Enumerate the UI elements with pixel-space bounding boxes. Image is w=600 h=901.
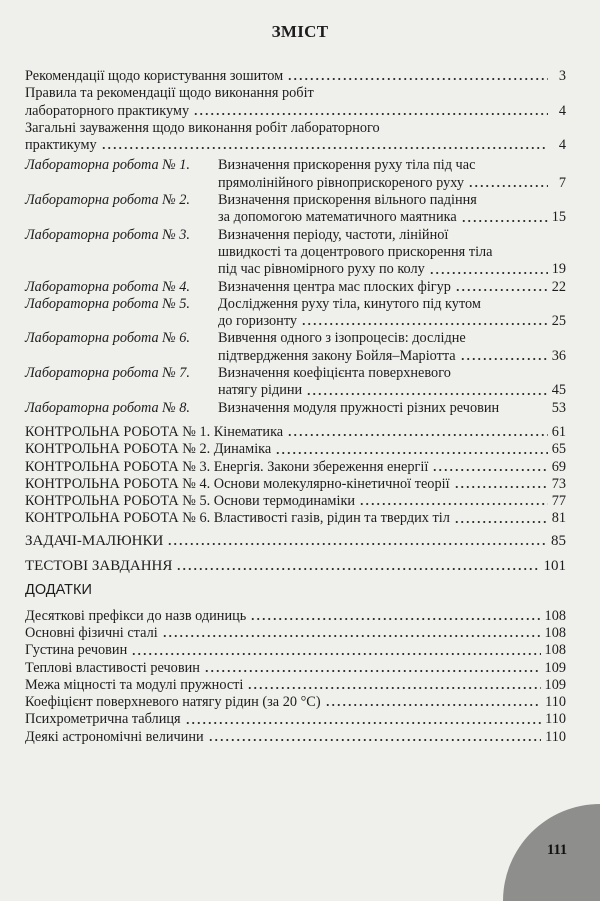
toc-entry-appendix[interactable] bbox=[25, 729, 566, 746]
toc-entry-lab-8[interactable] bbox=[25, 400, 566, 417]
dot-leader bbox=[250, 611, 540, 621]
dot-leader bbox=[432, 462, 547, 472]
dot-leader bbox=[131, 646, 540, 656]
entry-page: 110 bbox=[545, 711, 566, 728]
entry-title: ТЕСТОВІ ЗАВДАННЯ bbox=[25, 558, 173, 575]
lab-label: Лабораторна робота № 5. bbox=[25, 295, 190, 312]
lab-label: Лабораторна робота № 2. bbox=[25, 192, 190, 209]
toc-entry[interactable] bbox=[25, 68, 566, 85]
entry-title: Визначення прискорення вільного падіння bbox=[218, 192, 477, 209]
toc-entry-test-6[interactable] bbox=[25, 510, 566, 527]
toc-entry-zadachi[interactable] bbox=[25, 533, 566, 550]
entry-title: Рекомендації щодо користування зошитом bbox=[25, 68, 284, 84]
toc-entry-appendix[interactable] bbox=[25, 694, 566, 711]
page-number: 111 bbox=[547, 842, 568, 858]
toc-entry-appendix[interactable] bbox=[25, 677, 566, 694]
toc-entry-appendix[interactable] bbox=[25, 711, 566, 728]
toc-entry-testovi[interactable] bbox=[25, 558, 566, 575]
lab-label: Лабораторна робота № 3. bbox=[25, 226, 190, 243]
lab-label: Лабораторна робота № 8. bbox=[25, 399, 190, 416]
entry-title: КОНТРОЛЬНА РОБОТА № 1. Кінематика bbox=[25, 423, 284, 440]
dot-leader bbox=[325, 697, 541, 707]
entry-page: 110 bbox=[545, 694, 566, 711]
toc-entry-lab-1[interactable] bbox=[25, 157, 566, 192]
toc-entry[interactable] bbox=[25, 120, 566, 155]
entry-title: Загальні зауваження щодо виконання робіт лабораторного bbox=[25, 119, 380, 136]
entry-title: підтвердження закону Бойля–Маріотта bbox=[218, 347, 456, 364]
table-of-contents bbox=[25, 68, 566, 746]
dot-leader bbox=[461, 213, 548, 223]
entry-page: 45 bbox=[551, 382, 566, 399]
dot-leader bbox=[193, 106, 548, 116]
entry-title: до горизонту bbox=[218, 313, 298, 330]
dot-leader bbox=[301, 316, 548, 326]
entry-page: 4 bbox=[558, 137, 566, 154]
entry-page: 73 bbox=[551, 475, 566, 492]
dot-leader bbox=[429, 265, 548, 275]
dot-leader bbox=[162, 628, 541, 638]
dot-leader bbox=[287, 71, 548, 81]
entry-page: 101 bbox=[543, 558, 566, 575]
entry-title: Густина речовин bbox=[25, 642, 128, 659]
entry-title: Десяткові префікси до назв одиниць bbox=[25, 607, 247, 624]
appendix-heading: ДОДАТКИ bbox=[25, 582, 92, 599]
entry-page: 69 bbox=[551, 458, 566, 475]
entry-page: 108 bbox=[544, 642, 566, 659]
entry-title: Деякі астрономічні величини bbox=[25, 728, 204, 745]
entry-title: Визначення коефіцієнта поверхневого bbox=[218, 365, 451, 382]
toc-entry-lab-6[interactable] bbox=[25, 330, 566, 365]
entry-title: Теплові властивості речовин bbox=[25, 659, 200, 676]
dot-leader bbox=[455, 282, 548, 292]
entry-title: КОНТРОЛЬНА РОБОТА № 2. Динаміка bbox=[25, 441, 272, 458]
entry-page: 53 bbox=[551, 399, 566, 416]
entry-title: прямолінійного рівноприскореного руху bbox=[218, 174, 465, 191]
toc-entry-test-5[interactable] bbox=[25, 493, 566, 510]
dot-leader bbox=[275, 445, 547, 455]
dot-leader bbox=[208, 732, 541, 742]
entry-title: Визначення модуля пружності різних речовин bbox=[218, 399, 500, 416]
lab-label: Лабораторна робота № 4. bbox=[25, 278, 190, 295]
lab-label: Лабораторна робота № 1. bbox=[25, 157, 190, 174]
entry-page: 108 bbox=[544, 624, 566, 641]
entry-title: КОНТРОЛЬНА РОБОТА № 5. Основи термодинаміки bbox=[25, 493, 356, 510]
entry-page: 81 bbox=[551, 510, 566, 527]
dot-leader bbox=[454, 479, 548, 489]
entry-title: Дослідження руху тіла, кинутого під кутом bbox=[218, 295, 481, 312]
dot-leader bbox=[359, 496, 548, 506]
toc-entry-test-3[interactable] bbox=[25, 459, 566, 476]
entry-page: 3 bbox=[558, 68, 566, 84]
dot-leader bbox=[185, 715, 542, 725]
toc-entry-appendix[interactable] bbox=[25, 625, 566, 642]
dot-leader bbox=[468, 178, 548, 188]
toc-entry-test-1[interactable] bbox=[25, 424, 566, 441]
entry-title: КОНТРОЛЬНА РОБОТА № 3. Енергія. Закони збереження енергії bbox=[25, 458, 429, 475]
entry-page: 15 bbox=[551, 209, 566, 226]
entry-page: 108 bbox=[544, 607, 566, 624]
entry-page: 85 bbox=[551, 532, 566, 549]
entry-title: Правила та рекомендації щодо виконання робіт bbox=[25, 85, 314, 102]
entry-page: 109 bbox=[544, 659, 566, 676]
entry-title: натягу рідини bbox=[218, 382, 303, 399]
entry-title: КОНТРОЛЬНА РОБОТА № 6. Властивості газів, рідин та твердих тіл bbox=[25, 510, 450, 527]
dot-leader bbox=[204, 663, 541, 673]
toc-entry-lab-3[interactable] bbox=[25, 227, 566, 279]
entry-title: за допомогою математичного маятника bbox=[218, 209, 457, 226]
toc-entry-appendix[interactable] bbox=[25, 642, 566, 659]
entry-title: ЗАДАЧІ-МАЛЮНКИ bbox=[25, 532, 164, 549]
entry-title: швидкості та доцентрового прискорення тіла bbox=[218, 243, 493, 260]
dot-leader bbox=[454, 514, 548, 524]
toc-entry-test-2[interactable] bbox=[25, 441, 566, 458]
entry-page: 19 bbox=[551, 261, 566, 278]
entry-title: лабораторного практикуму bbox=[25, 102, 190, 119]
entry-title: Визначення періоду, частоти, лінійної bbox=[218, 226, 449, 243]
entry-page: 22 bbox=[551, 278, 566, 295]
entry-title: Межа міцності та модулі пружності bbox=[25, 676, 244, 693]
entry-page: 77 bbox=[551, 493, 566, 510]
entry-title: Визначення центра мас плоских фігур bbox=[218, 278, 451, 295]
toc-entry[interactable] bbox=[25, 85, 566, 120]
entry-title: Визначення прискорення руху тіла під час bbox=[218, 157, 476, 174]
entry-title: Психрометрична таблиця bbox=[25, 711, 181, 728]
dot-leader bbox=[167, 536, 547, 546]
entry-page: 65 bbox=[551, 441, 566, 458]
entry-page: 7 bbox=[558, 174, 566, 191]
entry-page: 36 bbox=[551, 347, 566, 364]
entry-title: практикуму bbox=[25, 137, 97, 154]
entry-title: Основні фізичні сталі bbox=[25, 624, 158, 641]
lab-label: Лабораторна робота № 6. bbox=[25, 330, 190, 347]
toc-entry-test-4[interactable] bbox=[25, 476, 566, 493]
entry-title: під час рівномірного руху по колу bbox=[218, 261, 425, 278]
dot-leader bbox=[460, 351, 548, 361]
entry-page: 110 bbox=[545, 728, 566, 745]
entry-title: Коефіцієнт поверхневого натягу рідин (за 20 °С) bbox=[25, 694, 321, 711]
entry-page: 25 bbox=[551, 313, 566, 330]
dot-leader bbox=[101, 140, 548, 150]
entry-page: 109 bbox=[544, 676, 566, 693]
toc-entry-appendix[interactable] bbox=[25, 608, 566, 625]
toc-entry-appendix[interactable] bbox=[25, 660, 566, 677]
dot-leader bbox=[176, 561, 539, 571]
dot-leader bbox=[287, 427, 548, 437]
dot-leader bbox=[247, 680, 540, 690]
dot-leader bbox=[306, 386, 548, 396]
toc-entry-lab-2[interactable] bbox=[25, 192, 566, 227]
page-title: ЗМІСТ bbox=[271, 22, 329, 41]
entry-title: КОНТРОЛЬНА РОБОТА № 4. Основи молекулярно-кінетичної теорії bbox=[25, 475, 450, 492]
toc-entry-lab-7[interactable] bbox=[25, 365, 566, 400]
toc-entry-lab-4[interactable] bbox=[25, 279, 566, 296]
entry-page: 4 bbox=[558, 102, 566, 119]
entry-title: Вивчення одного з ізопроцесів: дослідне bbox=[218, 330, 466, 347]
toc-entry-lab-5[interactable] bbox=[25, 296, 566, 331]
entry-page: 61 bbox=[551, 423, 566, 440]
lab-label: Лабораторна робота № 7. bbox=[25, 365, 190, 382]
